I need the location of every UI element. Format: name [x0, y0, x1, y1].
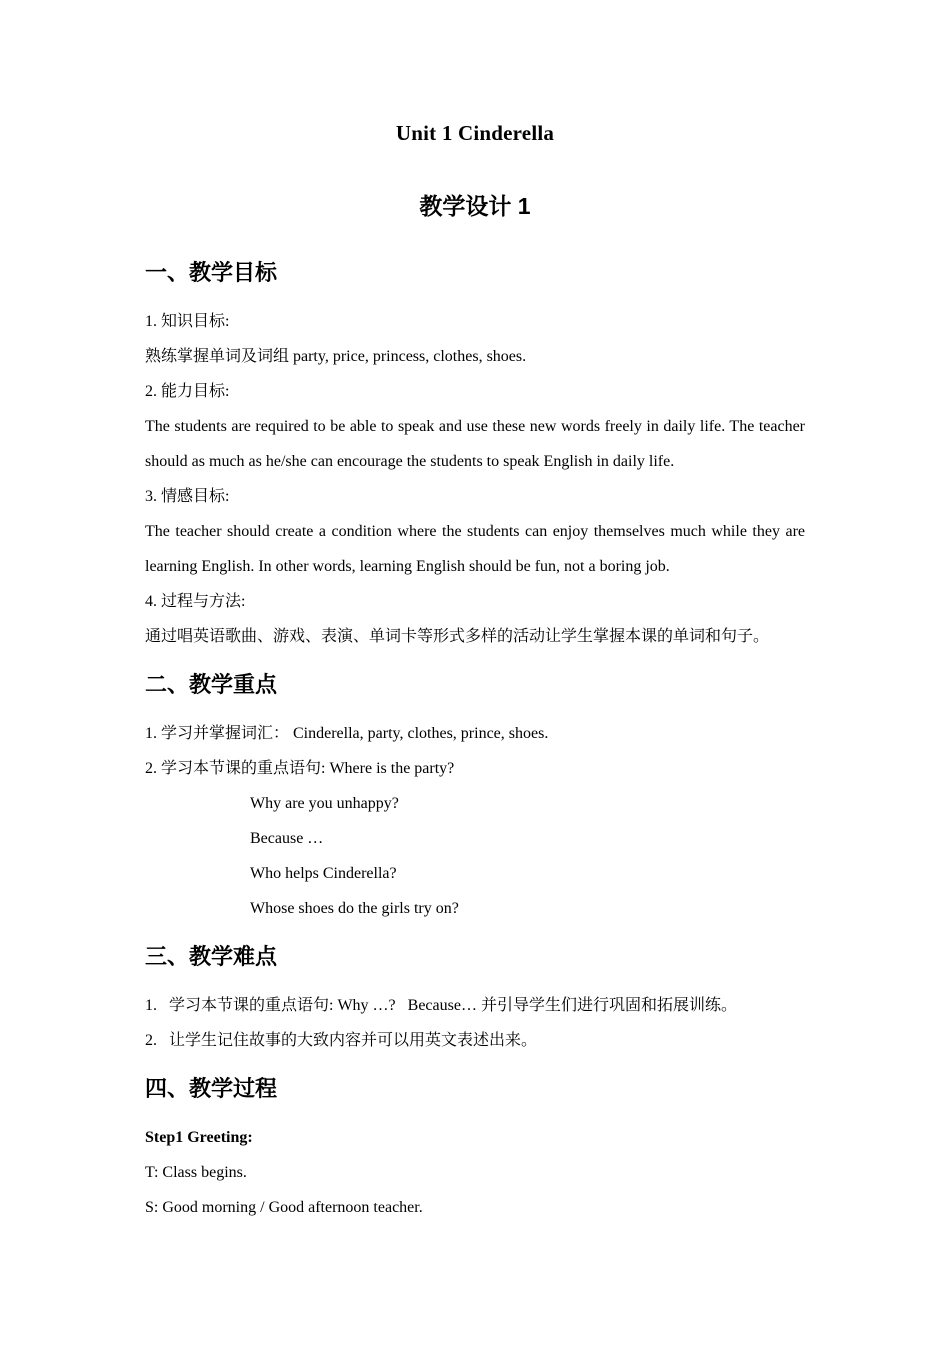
question-line: Who helps Cinderella?	[250, 865, 397, 882]
goal-ability-label: 2. 能力目标:	[145, 383, 230, 400]
section-heading-process: 四、教学过程	[145, 1076, 278, 1101]
question-line: Whose shoes do the girls try on?	[250, 900, 459, 917]
section-teaching-process	[145, 1076, 805, 1225]
goal-method-text: 通过唱英语歌曲、游戏、表演、单词卡等形式多样的活动让学生掌握本课的单词和句子。	[145, 628, 770, 645]
goal-emotion-text: The teacher should create a condition where the students can enjoy themselves much while they are learning English. In other words, learning English should be fun, not a boring job.	[145, 523, 805, 575]
question-line: Because …	[250, 830, 324, 847]
section-teaching-goals	[145, 260, 805, 654]
keypoint-vocabulary: 1. 学习并掌握词汇： Cinderella, party, clothes, prince, shoes.	[145, 725, 549, 742]
goal-knowledge-label: 1. 知识目标:	[145, 313, 230, 330]
goal-knowledge-text: 熟练掌握单词及词组 party, price, princess, clothes, shoes.	[145, 348, 527, 365]
goal-emotion-label: 3. 情感目标:	[145, 488, 230, 505]
goal-method-label: 4. 过程与方法:	[145, 593, 246, 610]
difficulty-item: 2. 让学生记住故事的大致内容并可以用英文表述出来。	[145, 1032, 538, 1049]
section-heading-difficulties: 三、教学难点	[145, 944, 278, 969]
section-heading-keypoints: 二、教学重点	[145, 672, 278, 697]
doc-title: Unit 1 Cinderella	[395, 121, 555, 145]
keypoint-sentences: 2. 学习本节课的重点语句: Where is the party?	[145, 760, 455, 777]
student-line: S: Good morning / Good afternoon teacher.	[145, 1199, 423, 1216]
doc-subtitle: 教学设计 1	[419, 193, 531, 219]
section-difficulties	[145, 944, 805, 1058]
difficulty-item: 1. 学习本节课的重点语句: Why …? Because… 并引导学生们进行巩固和拓展训练。	[145, 997, 737, 1014]
goal-ability-text: The students are required to be able to speak and use these new words freely in daily life. The teacher should as much as he/she can encourage the students to speak English in daily life.	[145, 418, 805, 470]
question-line: Why are you unhappy?	[250, 795, 399, 812]
section-key-points	[145, 672, 805, 926]
section-heading-goals: 一、教学目标	[145, 260, 278, 285]
step1-greeting-label: Step1 Greeting:	[145, 1129, 253, 1146]
teacher-line: T: Class begins.	[145, 1164, 247, 1181]
